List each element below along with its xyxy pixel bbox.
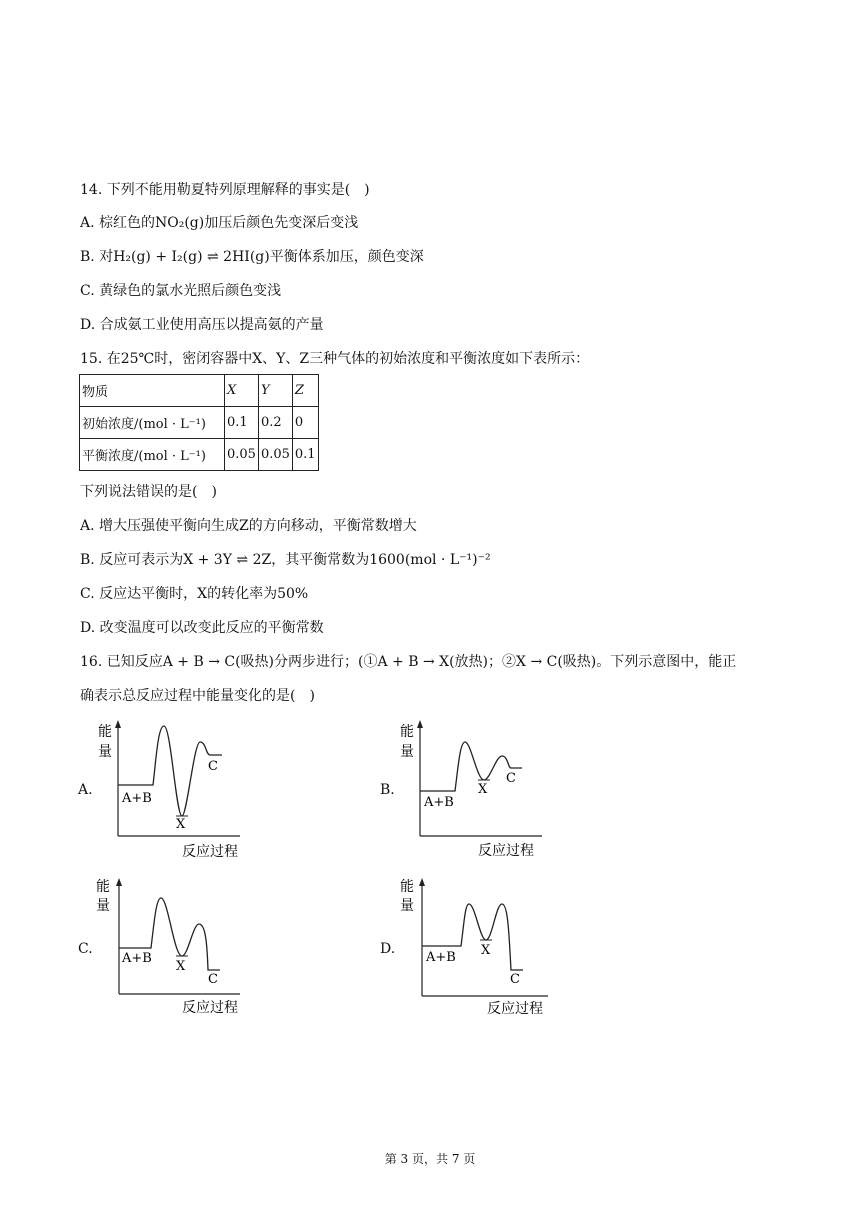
table-cell: 0.05 (258, 439, 292, 471)
graph-c-option-label: C. (78, 941, 93, 957)
y-axis-label: 能 (400, 879, 414, 895)
q15-option-c: C. 反应达平衡时，X的转化率为50% (80, 586, 309, 602)
y-axis-label: 量 (400, 898, 414, 914)
start-label: A+B (424, 795, 454, 810)
table-cell: 0.2 (258, 407, 292, 439)
q15-option-d: D. 改变温度可以改变此反应的平衡常数 (80, 620, 324, 636)
table-row (80, 439, 319, 471)
x-axis-label: 反应过程 (182, 1000, 238, 1016)
table-cell: 0 (292, 407, 318, 439)
intermediate-label: X (481, 943, 491, 958)
y-axis-label: 能 (400, 724, 414, 740)
start-label: A+B (122, 791, 152, 806)
table-cell: 0.1 (292, 439, 318, 471)
energy-diagram-a (90, 718, 260, 863)
table-cell: 0.1 (225, 407, 259, 439)
start-label: A+B (122, 951, 152, 966)
table-cell: Z (292, 375, 318, 407)
table-row (80, 407, 319, 439)
q14-stem: 14. 下列不能用勒夏特列原理解释的事实是( ) (80, 182, 370, 198)
q16-stem-line2: 确表示总反应过程中能量变化的是( ) (80, 688, 315, 704)
y-axis-label: 能 (96, 879, 110, 895)
y-axis-label: 量 (96, 898, 110, 914)
q15-prompt: 下列说法错误的是( ) (80, 484, 217, 500)
q15-option-a: A. 增大压强使平衡向生成Z的方向移动，平衡常数增大 (80, 518, 417, 534)
y-axis-label: 量 (98, 744, 112, 760)
q14-option-b: B. 对H₂(g) + I₂(g) ⇌ 2HI(g)平衡体系加压，颜色变深 (80, 249, 424, 265)
energy-diagram-d (392, 874, 562, 1019)
table-cell: 物质 (80, 375, 225, 407)
x-axis-label: 反应过程 (487, 1001, 543, 1017)
table-cell: Y (258, 375, 292, 407)
energy-diagram-c (90, 874, 260, 1019)
table-cell: X (225, 375, 259, 407)
page-footer: 第 3 页，共 7 页 (384, 1152, 476, 1166)
table-cell: 初始浓度/(mol · L⁻¹) (80, 407, 225, 439)
q15-stem: 15. 在25℃时，密闭容器中X、Y、Z三种气体的初始浓度和平衡浓度如下表所示： (80, 351, 590, 367)
intermediate-label: X (176, 959, 186, 974)
y-axis-label: 量 (400, 744, 414, 760)
q14-option-a: A. 棕红色的NO₂(g)加压后颜色先变深后变浅 (80, 215, 359, 231)
end-label: C (506, 771, 516, 786)
energy-diagram-b (392, 718, 562, 863)
intermediate-label: X (176, 817, 186, 832)
q14-option-c: C. 黄绿色的氯水光照后颜色变浅 (80, 283, 282, 299)
q16-stem-line1: 16. 已知反应A + B → C(吸热)分两步进行；(①A + B → X(放热)；②X → C(吸热)。下列示意图中，能正 (80, 654, 737, 670)
table-cell: 0.05 (225, 439, 259, 471)
end-label: C (510, 972, 520, 987)
x-axis-label: 反应过程 (478, 843, 534, 859)
x-axis-label: 反应过程 (182, 844, 238, 860)
table-row (80, 375, 319, 407)
q15-option-b: B. 反应可表示为X + 3Y ⇌ 2Z，其平衡常数为1600(mol · L⁻¹)⁻² (80, 552, 491, 568)
end-label: C (208, 972, 218, 987)
intermediate-label: X (478, 782, 488, 797)
graph-a-option-label: A. (78, 782, 93, 798)
graph-b-option-label: B. (380, 782, 395, 798)
y-axis-label: 能 (98, 724, 112, 740)
graph-d-option-label: D. (380, 941, 396, 957)
end-label: C (208, 759, 218, 774)
q15-concentration-table (79, 374, 319, 471)
start-label: A+B (426, 950, 456, 965)
q14-option-d: D. 合成氨工业使用高压以提高氨的产量 (80, 317, 324, 333)
table-cell: 平衡浓度/(mol · L⁻¹) (80, 439, 225, 471)
